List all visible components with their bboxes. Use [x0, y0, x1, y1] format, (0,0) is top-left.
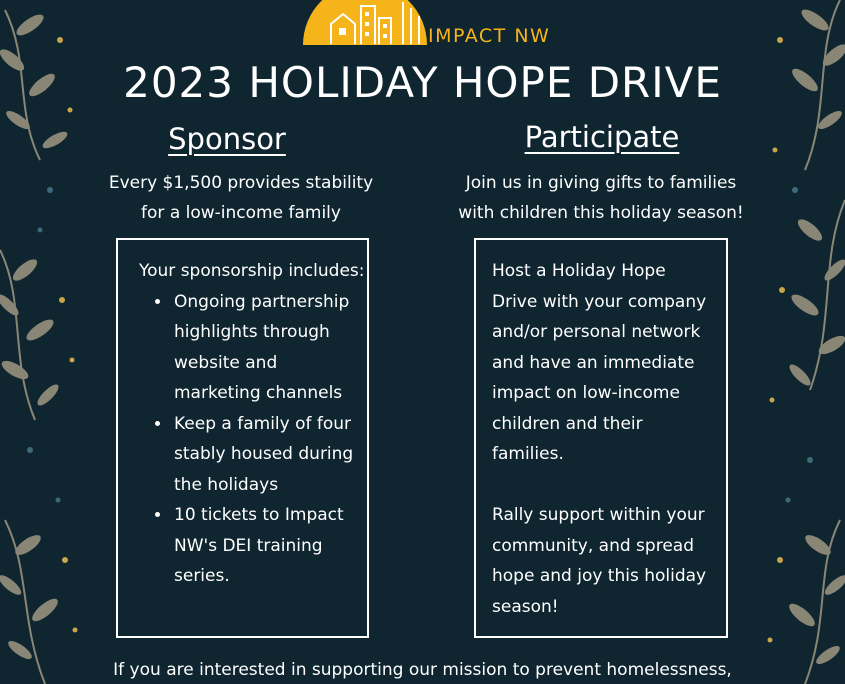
- participate-box: [474, 238, 728, 638]
- participate-paragraph: Rally support within your community, and spread hope and joy this holiday season!: [492, 505, 707, 617]
- participate-intro-line: Join us in giving gifts to families: [465, 173, 737, 193]
- sponsor-benefits-list: [139, 287, 367, 592]
- sponsor-intro-line: Every $1,500 provides stability: [108, 173, 374, 193]
- page-title: 2023 HOLIDAY HOPE DRIVE: [123, 58, 722, 107]
- footer-text: If you are interested in supporting our mission to prevent homelessness,: [113, 660, 732, 680]
- list-item: • 10 tickets to Impact NW's DEI training series.: [172, 500, 367, 592]
- logo-text: IMPACT NW: [428, 25, 551, 47]
- sponsor-box-lead: Your sponsorship includes:: [139, 261, 365, 281]
- list-item: • Keep a family of four stably housed during the holidays: [172, 409, 367, 501]
- participate-paragraph: Host a Holiday Hope Drive with your company and/or personal network and have an immediate impact on low-income children and their families.: [492, 261, 707, 464]
- sponsor-intro: [100, 168, 382, 228]
- participate-heading: Participate: [524, 120, 680, 154]
- sponsor-intro-line: for a low-income family: [141, 203, 341, 223]
- sponsor-heading: Sponsor: [168, 122, 286, 156]
- list-item: • Ongoing partnership highlights through website and marketing channels: [172, 287, 367, 409]
- sponsor-box: [116, 238, 369, 638]
- participate-intro-line: with children this holiday season!: [458, 203, 744, 223]
- participate-intro: [455, 168, 747, 228]
